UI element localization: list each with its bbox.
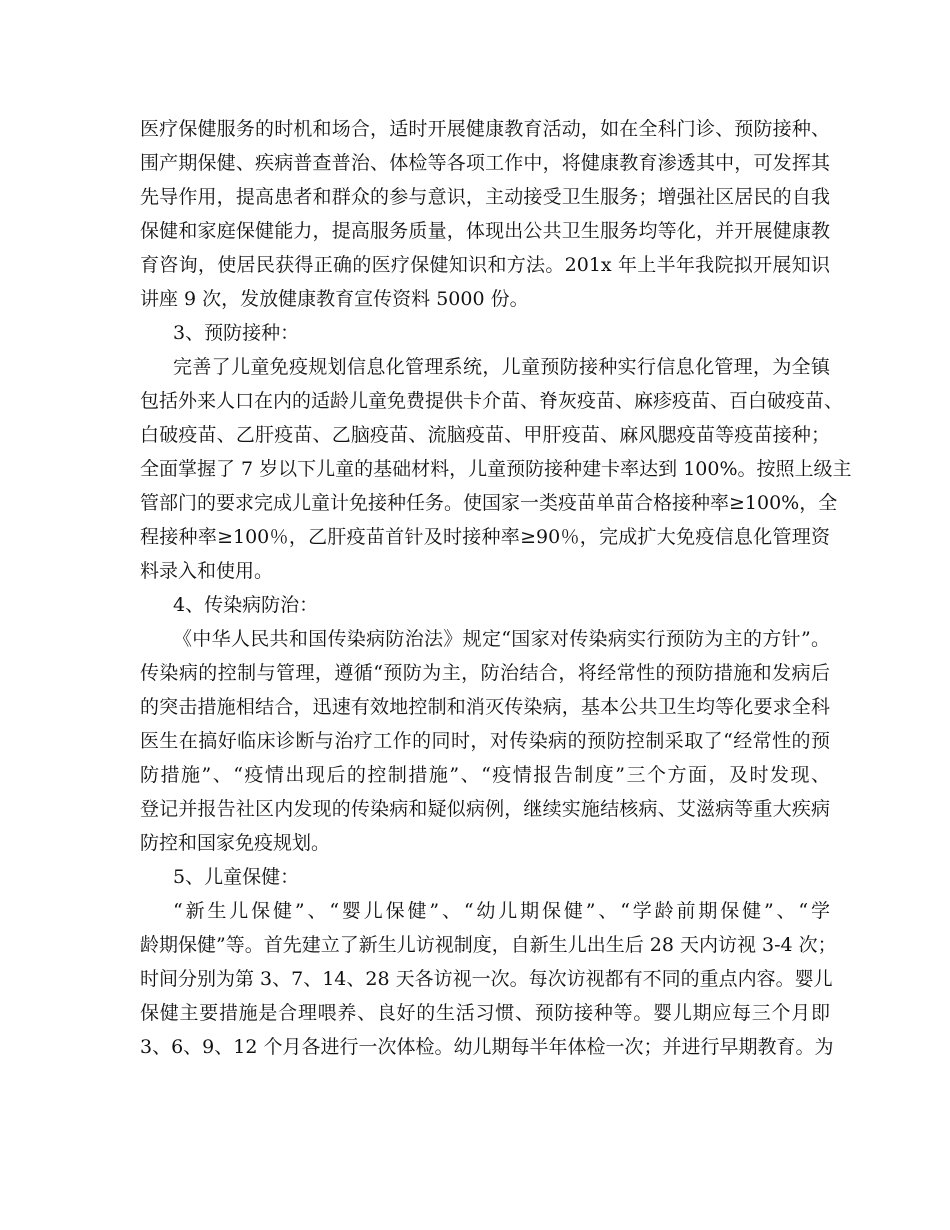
paragraph-first-line: 《中华人民共和国传染病防治法》规定“国家对传染病实行预防为主的方针”。 [173, 628, 830, 650]
body-text-line: 先导作用，提高患者和群众的参与意识，主动接受卫生服务；增强社区居民的自我 [140, 186, 830, 208]
body-text-line: 龄期保健”等。首先建立了新生儿访视制度，自新生儿出生后 28 天内访视 3-4 次； [140, 934, 837, 956]
body-text-line: 讲座 9 次，发放健康教育宣传资料 5000 份。 [140, 288, 529, 310]
body-text-line: 医疗保健服务的时机和场合，适时开展健康教育活动，如在全科门诊、预防接种、 [140, 118, 830, 140]
body-text-line: 白破疫苗、乙肝疫苗、乙脑疫苗、流脑疫苗、甲肝疫苗、麻风腮疫苗等疫苗接种； [140, 424, 830, 446]
body-text-line: 管部门的要求完成儿童计免接种任务。使国家一类疫苗单苗合格接种率≥100%，全 [140, 492, 838, 514]
paragraph-first-line: “新生儿保健”、“婴儿保健”、“幼儿期保健”、“学龄前期保健”、“学 [173, 900, 830, 922]
body-text-line: 传染病的控制与管理，遵循“预防为主，防治结合，将经常性的预防措施和发病后 [140, 662, 830, 684]
body-text-line: 3、6、9、12 个月各进行一次体检。幼儿期每半年体检一次；并进行早期教育。为 [140, 1036, 834, 1058]
body-text-line: 时间分别为第 3、7、14、28 天各访视一次。每次访视都有不同的重点内容。婴儿 [140, 968, 833, 990]
body-text-line: 程接种率≥100％，乙肝疫苗首针及时接种率≥90％，完成扩大免疫信息化管理资 [140, 526, 830, 548]
section-heading-infectious-disease: 4、传染病防治： [173, 594, 319, 616]
body-text-line: 围产期保健、疾病普查普治、体检等各项工作中，将健康教育渗透其中，可发挥其 [140, 152, 830, 174]
body-text-line: 保健和家庭保健能力，提高服务质量，体现出公共卫生服务均等化，并开展健康教 [140, 220, 830, 242]
body-text-line: 料录入和使用。 [140, 560, 274, 582]
body-text-line: 保健主要措施是合理喂养、良好的生活习惯、预防接种等。婴儿期应每三个月即 [140, 1002, 830, 1024]
body-text-line: 防措施”、“疫情出现后的控制措施”、“疫情报告制度”三个方面，及时发现、 [140, 764, 830, 786]
body-text-line: 登记并报告社区内发现的传染病和疑似病例，继续实施结核病、艾滋病等重大疾病 [140, 798, 830, 820]
body-text-line: 育咨询，使居民获得正确的医疗保健知识和方法。201x 年上半年我院拟开展知识 [140, 254, 830, 276]
paragraph-first-line: 完善了儿童免疫规划信息化管理系统，儿童预防接种实行信息化管理，为全镇 [173, 356, 830, 378]
body-text-line: 医生在搞好临床诊断与治疗工作的同时，对传染病的预防控制采取了“经常性的预 [140, 730, 830, 752]
document-body [140, 112, 852, 1064]
body-text-line: 包括外来人口在内的适龄儿童免费提供卡介苗、脊灰疫苗、麻疹疫苗、百白破疫苗、 [140, 390, 844, 412]
body-text-line: 防控和国家免疫规划。 [140, 832, 331, 854]
section-heading-child-health: 5、儿童保健： [173, 866, 300, 888]
body-text-line: 全面掌握了 7 岁以下儿童的基础材料，儿童预防接种建卡率达到 100%。按照上级主 [140, 458, 852, 480]
body-text-line: 的突击措施相结合，迅速有效地控制和消灭传染病，基本公共卫生均等化要求全科 [140, 696, 830, 718]
section-heading-vaccination: 3、预防接种： [173, 322, 300, 344]
